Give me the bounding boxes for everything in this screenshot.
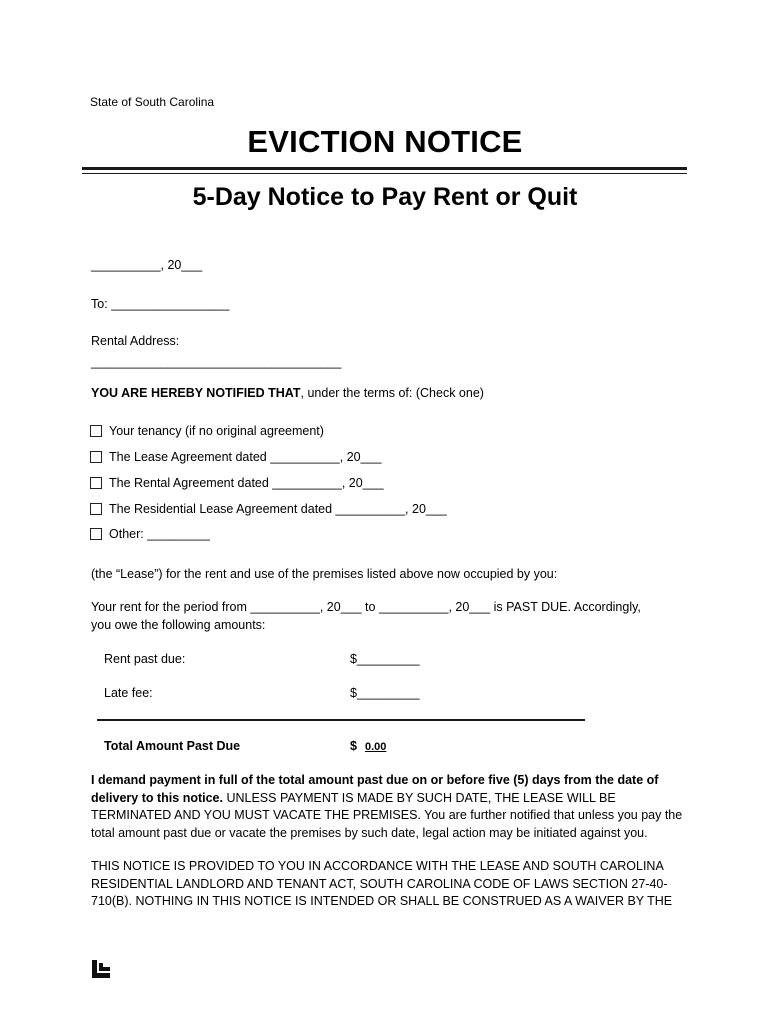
checkbox-label: The Rental Agreement dated __________, 20___ bbox=[109, 476, 384, 490]
checkbox-row-tenancy[interactable] bbox=[90, 424, 324, 438]
notice-intro-bold: YOU ARE HEREBY NOTIFIED THAT bbox=[91, 386, 301, 400]
checkbox[interactable] bbox=[90, 528, 102, 540]
checkbox-label: Other: _________ bbox=[109, 527, 210, 541]
date-field[interactable]: __________, 20___ bbox=[91, 258, 203, 272]
demand-rest: UNLESS PAYMENT IS MADE BY SUCH DATE, THE LEASE WILL BE TERMINATED AND YOU MUST VACATE THE PREMISES. You are further notified that unless you pay the total amount past due or vacate the premises by such date, legal action may be initiated against you. bbox=[91, 790, 683, 840]
checkbox-label: The Lease Agreement dated __________, 20___ bbox=[109, 450, 382, 464]
checkbox[interactable] bbox=[90, 451, 102, 463]
rent-past-due-field[interactable]: $_________ bbox=[350, 652, 420, 666]
total-divider bbox=[97, 719, 585, 721]
page-title: EVICTION NOTICE bbox=[247, 124, 523, 159]
demand-paragraph bbox=[91, 772, 691, 842]
demand-bold: I demand payment in full of the total amount past due on or before five (5) days from the date of delivery to this notice. bbox=[91, 773, 659, 805]
title-divider-thick bbox=[82, 167, 687, 170]
rent-past-due-label: Rent past due: bbox=[104, 652, 186, 666]
checkbox-row-lease-agreement[interactable] bbox=[90, 450, 381, 464]
lease-definition: (the “Lease”) for the rent and use of the premises listed above now occupied by you: bbox=[91, 567, 558, 581]
rental-address-label: Rental Address: bbox=[91, 334, 180, 348]
state-label: State of South Carolina bbox=[90, 95, 215, 109]
total-label: Total Amount Past Due bbox=[104, 739, 241, 753]
late-fee-field[interactable]: $_________ bbox=[350, 686, 420, 700]
total-value: 0.00 bbox=[364, 741, 387, 753]
total-currency: $ bbox=[350, 739, 357, 753]
legal-notice-paragraph: THIS NOTICE IS PROVIDED TO YOU IN ACCORDANCE WITH THE LEASE AND SOUTH CAROLINA RESIDENTIAL LANDLORD AND TENANT ACT, SOUTH CAROLINA CODE OF LAWS SECTION 27-40-710(B). NOTHING IN THIS NOTICE IS INTENDED OR SHALL BE CONSTRUED AS A WAIVER BY THE bbox=[91, 859, 673, 908]
checkbox[interactable] bbox=[90, 425, 102, 437]
checkbox-label: Your tenancy (if no original agreement) bbox=[109, 424, 324, 438]
checkbox-row-rental-agreement[interactable] bbox=[90, 476, 384, 490]
title-divider-thin bbox=[82, 173, 687, 174]
rental-address-field[interactable]: ____________________________________ bbox=[91, 355, 342, 369]
total-amount bbox=[350, 739, 402, 753]
to-field[interactable]: To: _________________ bbox=[91, 297, 230, 311]
document-logo-icon bbox=[92, 960, 112, 978]
rent-period-line-2: you owe the following amounts: bbox=[91, 618, 266, 632]
checkbox-row-residential-lease[interactable] bbox=[90, 502, 447, 516]
notice-intro-rest: , under the terms of: (Check one) bbox=[300, 386, 484, 400]
checkbox[interactable] bbox=[90, 503, 102, 515]
page-subtitle: 5-Day Notice to Pay Rent or Quit bbox=[192, 183, 578, 211]
checkbox-label: The Residential Lease Agreement dated __________, 20___ bbox=[109, 502, 447, 516]
notice-intro bbox=[91, 386, 484, 400]
rent-period-line-1: Your rent for the period from __________, 20___ to __________, 20___ is PAST DUE. Accordingly, bbox=[91, 600, 641, 614]
checkbox[interactable] bbox=[90, 477, 102, 489]
late-fee-label: Late fee: bbox=[104, 686, 153, 700]
checkbox-row-other[interactable] bbox=[90, 527, 210, 541]
